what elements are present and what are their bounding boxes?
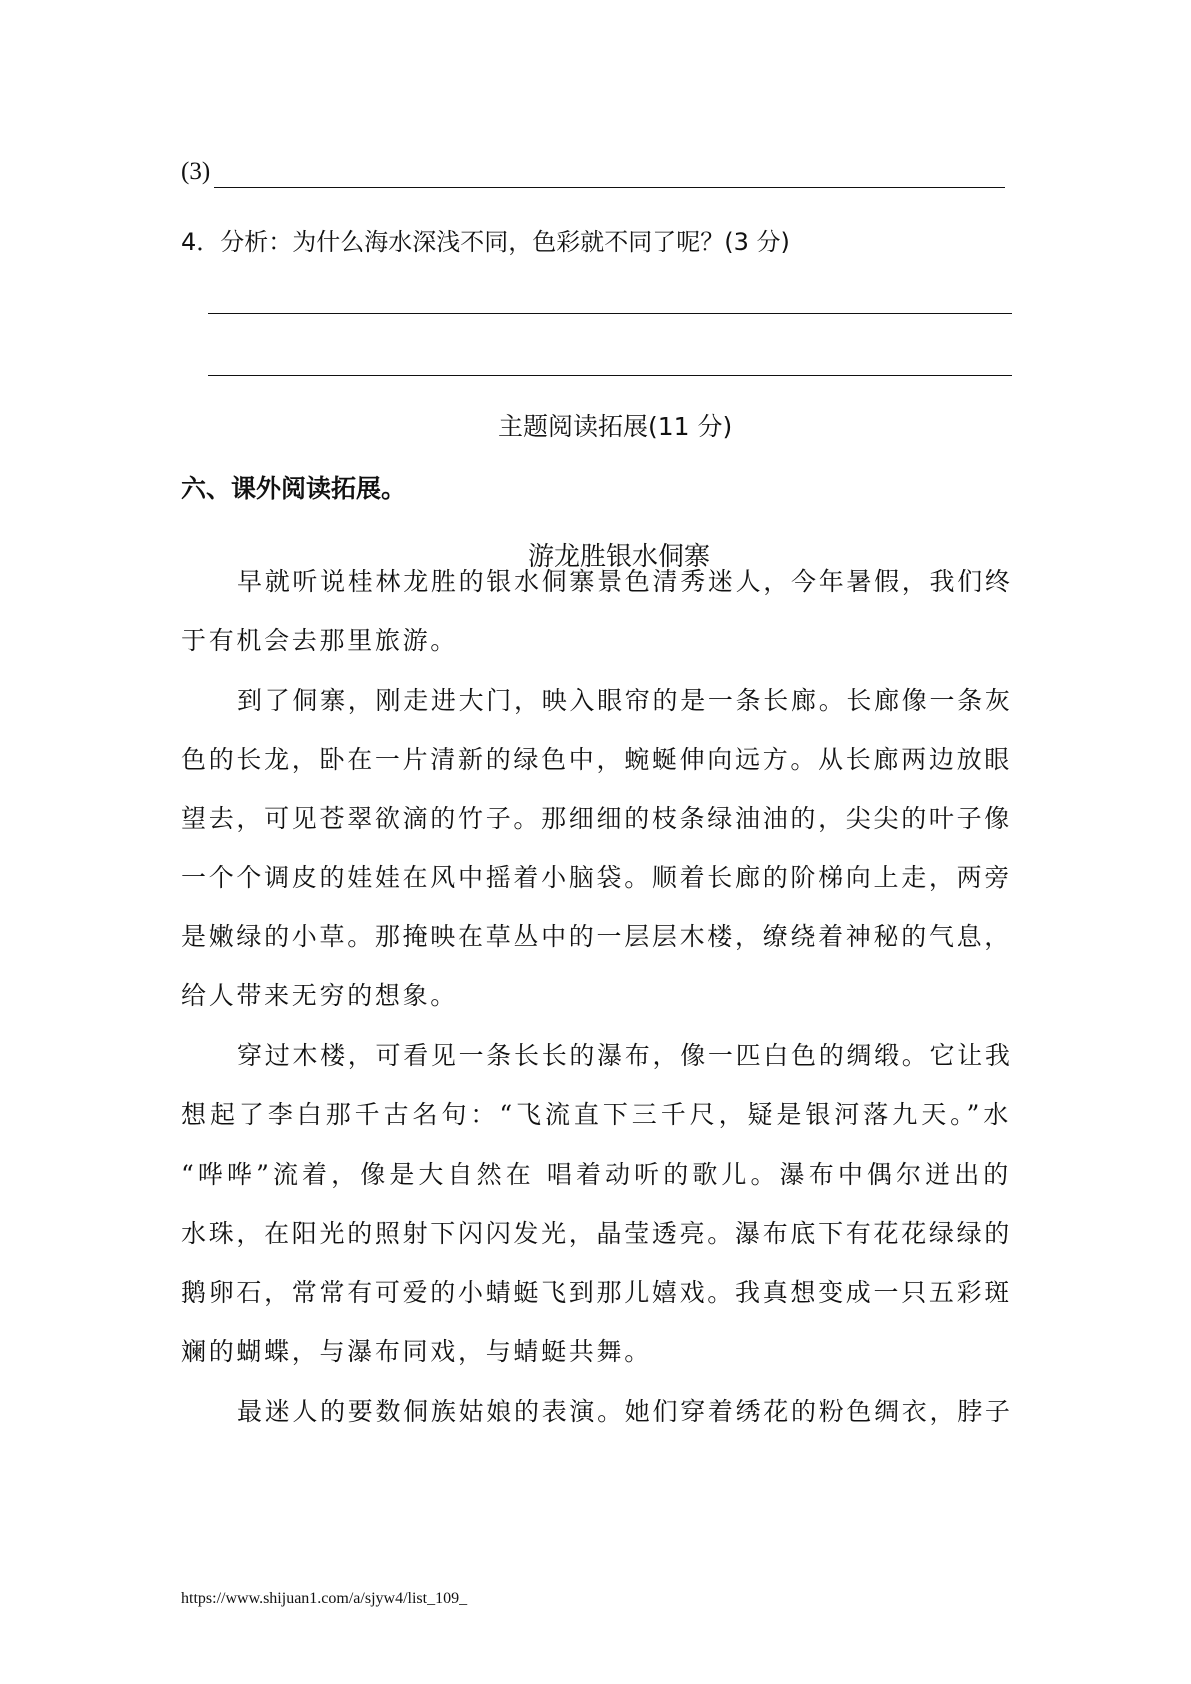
answer-line-q3	[214, 187, 1005, 188]
passage-line: 给人带来无穷的想象。	[181, 981, 459, 1010]
section-heading: 主题阅读拓展(11 分)	[498, 412, 733, 441]
passage-line: 想起了李白那千古名句：“飞流直下三千尺，疑是银河落九天。”水	[181, 1100, 1011, 1129]
answer-line-q4-2	[208, 375, 1012, 376]
passage-line: 于有机会去那里旅游。	[181, 626, 459, 655]
passage-line: 到了侗寨，刚走进大门，映入眼帘的是一条长廊。长廊像一条灰	[237, 686, 1013, 715]
passage-line: 早就听说桂林龙胜的银水侗寨景色清秀迷人，今年暑假，我们终	[237, 567, 1013, 596]
passage-line: 色的长龙，卧在一片清新的绿色中，蜿蜒伸向远方。从长廊两边放眼	[181, 745, 1013, 774]
passage-line: 水珠，在阳光的照射下闪闪发光，晶莹透亮。瀑布底下有花花绿绿的	[181, 1219, 1013, 1248]
passage-line: 是嫩绿的小草。那掩映在草丛中的一层层木楼，缭绕着神秘的气息，	[181, 922, 1013, 951]
passage-line: 穿过木楼，可看见一条长长的瀑布，像一匹白色的绸缎。它让我	[237, 1041, 1013, 1070]
question-4: 4．分析：为什么海水深浅不同，色彩就不同了呢？(3 分)	[181, 228, 790, 256]
question-3-label: (3)	[181, 158, 211, 185]
passage-line: 鹅卵石，常常有可爱的小蜻蜓飞到那儿嬉戏。我真想变成一只五彩斑	[181, 1278, 1013, 1307]
passage-line: “哗哗”流着，像是大自然在 唱着动听的歌儿。瀑布中偶尔迸出的	[181, 1160, 1011, 1189]
footer-url: https://www.shijuan1.com/a/sjyw4/list_109_	[181, 1590, 468, 1607]
passage-line: 最迷人的要数侗族姑娘的表演。她们穿着绣花的粉色绸衣，脖子	[237, 1397, 1013, 1426]
part-heading: 六、课外阅读拓展。	[181, 474, 407, 503]
passage-line: 望去，可见苍翠欲滴的竹子。那细细的枝条绿油油的，尖尖的叶子像	[181, 804, 1013, 833]
passage-title: 游龙胜银水侗寨	[528, 542, 711, 572]
answer-line-q4-1	[208, 313, 1012, 314]
passage-line: 一个个调皮的娃娃在风中摇着小脑袋。顺着长廊的阶梯向上走，两旁	[181, 863, 1013, 892]
passage-line: 斓的蝴蝶，与瀑布同戏，与蜻蜓共舞。	[181, 1337, 652, 1366]
